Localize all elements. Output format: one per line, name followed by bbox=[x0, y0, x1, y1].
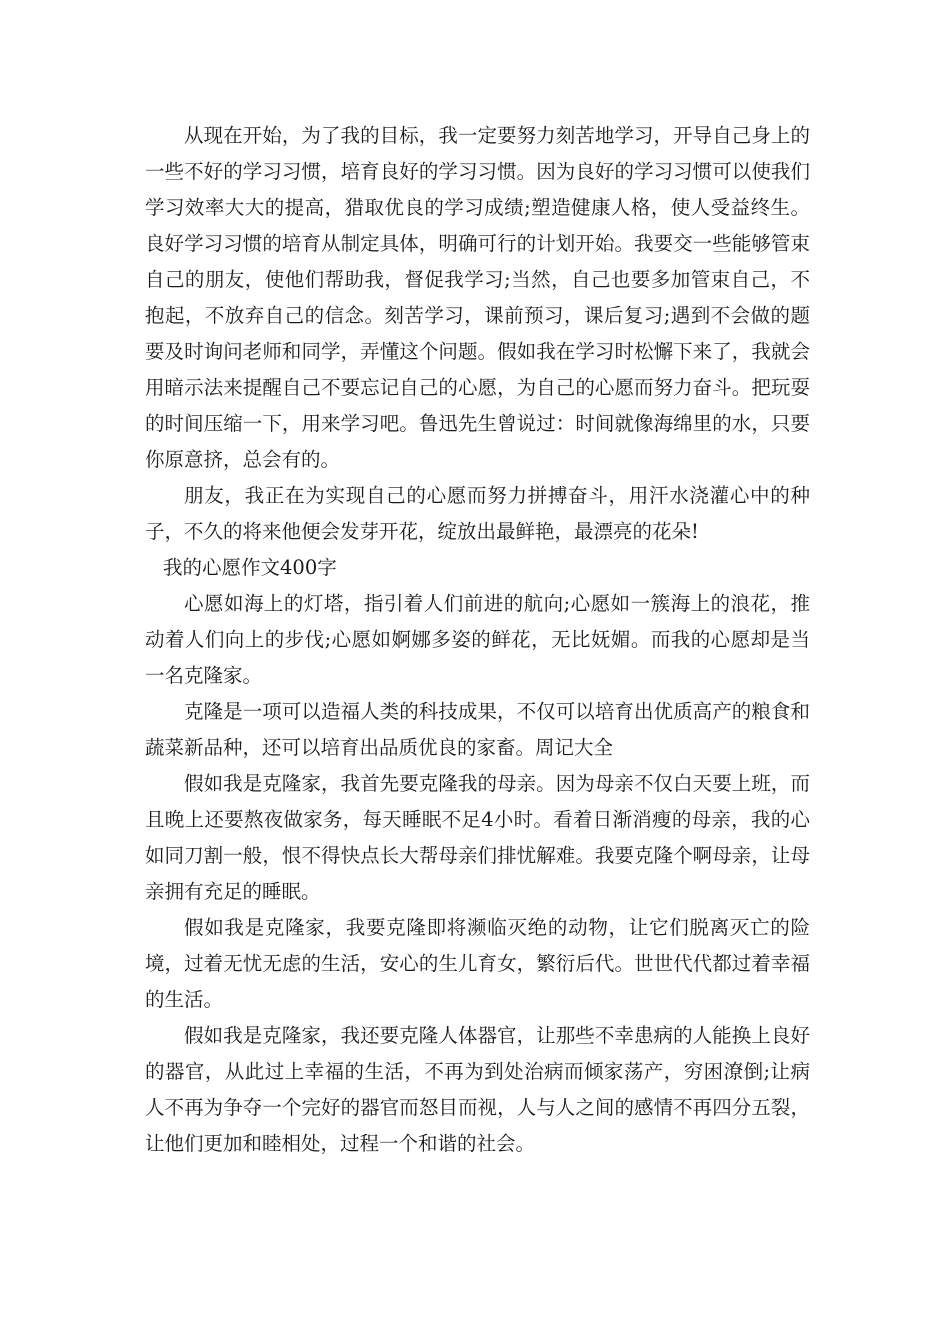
paragraph: 假如我是克隆家，我要克隆即将濒临灭绝的动物，让它们脱离灭亡的险境，过着无忧无虑的生活，安心的生儿育女，繁衍后代。世世代代都过着幸福的生活。 bbox=[145, 916, 810, 1011]
paragraph: 假如我是克隆家，我还要克隆人体器官，让那些不幸患病的人能换上良好的器官，从此过上幸福的生活，不再为到处治病而倾家荡产，穷困潦倒;让病人不再为争夺一个完好的器官而怒目而视，人与人之间的感情不再四分五裂，让他们更加和睦相处，过程一个和谐的社会。 bbox=[145, 1024, 810, 1155]
paragraph: 假如我是克隆家，我首先要克隆我的母亲。因为母亲不仅白天要上班，而且晚上还要熬夜做家务，每天睡眠不足4小时。看着日渐消瘦的母亲，我的心如同刀割一般，恨不得快点长大帮母亲们排忧解难。我要克隆个啊母亲，让母亲拥有充足的睡眠。 bbox=[145, 772, 810, 903]
essay-heading: 我的心愿作文400字 bbox=[163, 556, 337, 579]
paragraph: 心愿如海上的灯塔，指引着人们前进的航向;心愿如一簇海上的浪花，推动着人们向上的步伐;心愿如婀娜多姿的鲜花，无比妩媚。而我的心愿却是当一名克隆家。 bbox=[145, 592, 810, 687]
document-body bbox=[145, 118, 810, 1162]
paragraph: 克隆是一项可以造福人类的科技成果，不仅可以培育出优质高产的粮食和蔬菜新品种，还可以培育出品质优良的家畜。周记大全 bbox=[145, 700, 810, 759]
paragraph: 从现在开始，为了我的目标，我一定要努力刻苦地学习，开导自己身上的一些不好的学习习惯，培育良好的学习习惯。因为良好的学习习惯可以使我们学习效率大大的提高，猎取优良的学习成绩;塑造健康人格，使人受益终生。良好学习习惯的培育从制定具体，明确可行的计划开始。我要交一些能够管束自己的朋友，使他们帮助我，督促我学习;当然，自己也要多加管束自己，不抱起，不放弃自己的信念。刻苦学习，课前预习，课后复习;遇到不会做的题要及时询问老师和同学，弄懂这个问题。假如我在学习时松懈下来了，我就会用暗示法来提醒自己不要忘记自己的心愿，为自己的心愿而努力奋斗。把玩耍的时间压缩一下，用来学习吧。鲁迅先生曾说过：时间就像海绵里的水，只要你原意挤，总会有的。 bbox=[145, 124, 810, 471]
paragraph: 朋友，我正在为实现自己的心愿而努力拼搏奋斗，用汗水浇灌心中的种子，不久的将来他便会发芽开花，绽放出最鲜艳，最漂亮的花朵! bbox=[145, 484, 810, 543]
